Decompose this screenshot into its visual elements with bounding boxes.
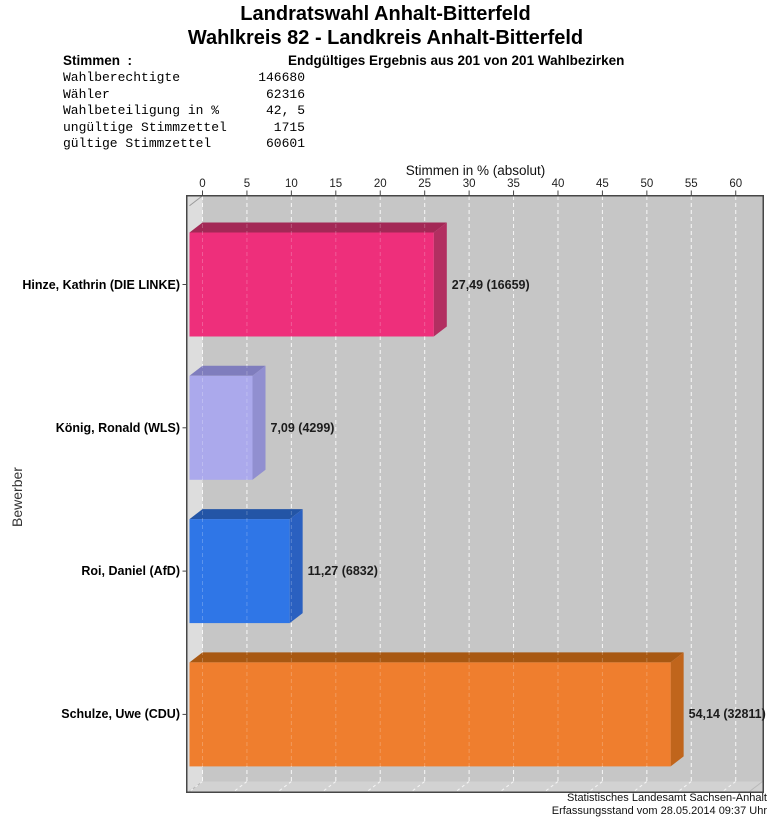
- footer-source: Statistisches Landesamt Sachsen-Anhalt: [567, 792, 767, 804]
- stats-row: [63, 103, 305, 120]
- stats-table: [63, 70, 305, 153]
- y-axis-title: Bewerber: [9, 467, 25, 527]
- x-tick-label: 5: [243, 178, 251, 190]
- bar-top-face: [190, 366, 266, 376]
- bar: [190, 662, 671, 766]
- x-tick-label: 50: [640, 178, 654, 190]
- x-tick-label: 45: [596, 178, 609, 190]
- stats-label: Wahlbeteiligung in %: [63, 103, 220, 119]
- stats-label: Wähler: [63, 86, 110, 102]
- stats-label: ungültige Stimmzettel: [63, 119, 227, 135]
- stats-value: 62316: [265, 86, 305, 102]
- page-subtitle: Wahlkreis 82 - Landkreis Anhalt-Bitterfeld: [187, 27, 584, 49]
- bar: [190, 519, 290, 623]
- x-tick-label: 30: [462, 178, 476, 190]
- stats-value: 146680: [258, 70, 305, 85]
- stats-label: Wahlberechtigte: [63, 70, 181, 85]
- stats-row: [63, 136, 305, 153]
- stats-label: gültige Stimmzettel: [63, 136, 212, 152]
- x-tick-label: 40: [551, 178, 565, 190]
- bar-side-face: [253, 366, 266, 480]
- category-label: Roi, Daniel (AfD): [81, 564, 180, 579]
- bar-side-face: [671, 652, 684, 766]
- footer-timestamp: Erfassungsstand vom 28.05.2014 09:37 Uhr: [551, 805, 767, 817]
- value-label: 27,49 (16659): [451, 277, 530, 292]
- x-tick-label: 15: [329, 178, 343, 190]
- bar: [190, 376, 253, 480]
- stats-value: 42, 5: [265, 103, 305, 119]
- category-label: Hinze, Kathrin (DIE LINKE): [22, 277, 180, 292]
- bar-chart-plot: [186, 195, 764, 793]
- page-title: Landratswahl Anhalt-Bitterfeld: [240, 3, 531, 25]
- x-tick-label: 55: [684, 178, 698, 190]
- bar-top-face: [190, 652, 684, 662]
- x-tick-label: 10: [284, 178, 298, 190]
- value-label: 7,09 (4299): [270, 420, 335, 435]
- bar: [190, 233, 434, 337]
- stats-value: 1715: [273, 119, 305, 135]
- stats-row: [63, 70, 305, 87]
- plot-floor: [187, 782, 763, 792]
- x-tick-label: 25: [418, 178, 432, 190]
- x-tick-label: 60: [729, 178, 743, 190]
- bar-top-face: [190, 223, 447, 233]
- stats-value: 60601: [265, 136, 305, 152]
- value-label: 11,27 (6832): [307, 564, 378, 579]
- stats-heading: Stimmen :: [63, 53, 133, 68]
- x-tick-label: 20: [373, 178, 387, 190]
- bar-top-face: [190, 509, 303, 519]
- x-tick-label: 0: [199, 178, 206, 190]
- stats-row: [63, 87, 305, 104]
- value-label: 54,14 (32811): [688, 707, 766, 722]
- x-axis-title: Stimmen in % (absolut): [405, 163, 546, 178]
- category-label: König, Ronald (WLS): [55, 420, 180, 435]
- result-status: Endgültiges Ergebnis aus 201 von 201 Wahlbezirken: [288, 53, 625, 68]
- x-tick-label: 35: [507, 178, 520, 190]
- category-label: Schulze, Uwe (CDU): [61, 707, 180, 722]
- footer: [552, 792, 767, 818]
- bar-side-face: [434, 223, 447, 337]
- stats-row: [63, 120, 305, 137]
